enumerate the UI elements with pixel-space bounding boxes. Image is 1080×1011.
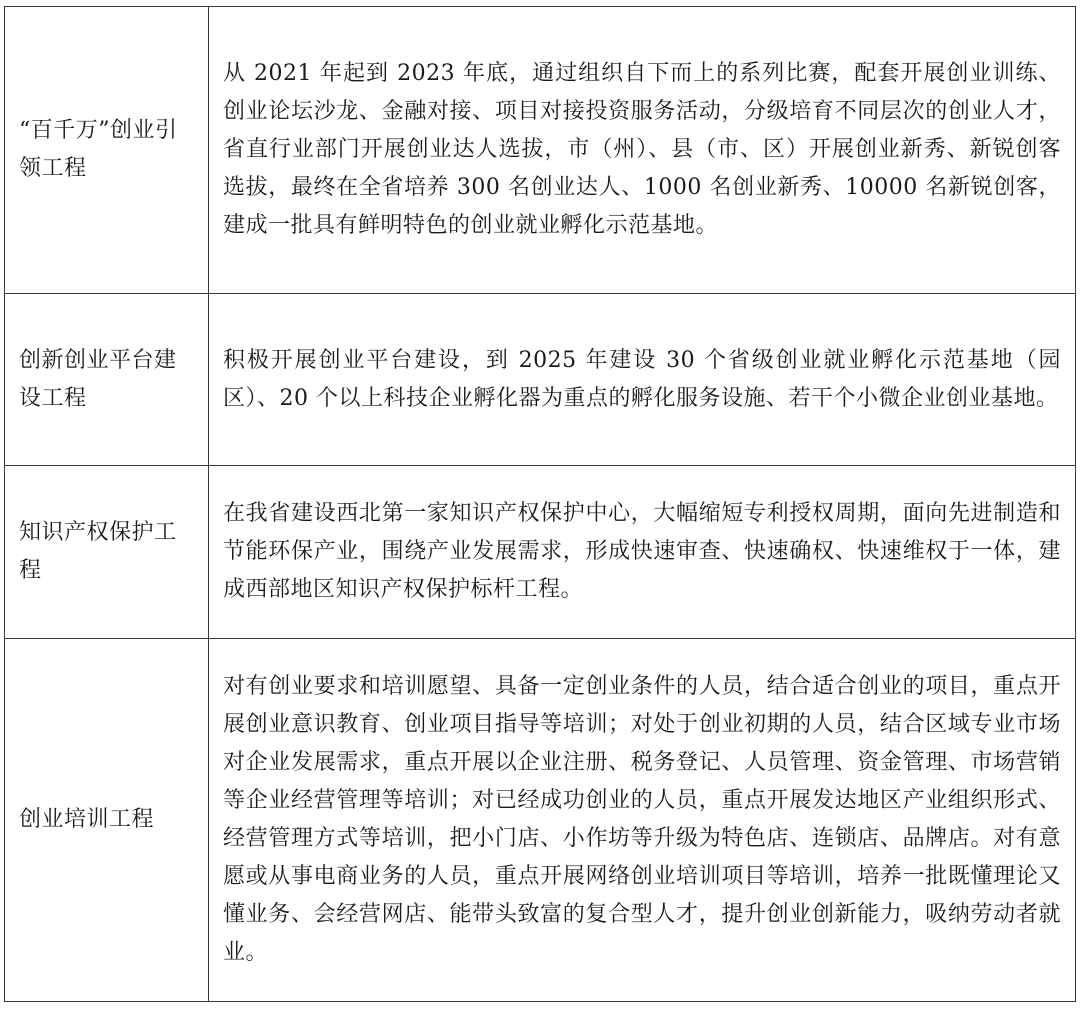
table-row xyxy=(5,466,1076,639)
project-description: 从 2021 年起到 2023 年底，通过组织自下而上的系列比赛，配套开展创业训练、创业论坛沙龙、金融对接、项目对接投资服务活动，分级培育不同层次的创业人才，省直行业部门开展创业达人选拔，市（州）、县（市、区）开展创业新秀、新锐创客选拔，最终在全省培养 300 名创业达人、1000 名创业新秀、10000 名新锐创客，建成一批具有鲜明特色的创业就业孵化示范基地。 xyxy=(209,7,1076,294)
projects-table xyxy=(4,6,1076,1002)
project-name: “百千万”创业引领工程 xyxy=(5,7,209,294)
project-name: 创新创业平台建设工程 xyxy=(5,294,209,466)
table-row xyxy=(5,7,1076,294)
project-description: 积极开展创业平台建设，到 2025 年建设 30 个省级创业就业孵化示范基地（园区）、20 个以上科技企业孵化器为重点的孵化服务设施、若干个小微企业创业基地。 xyxy=(209,294,1076,466)
table-row xyxy=(5,294,1076,466)
project-name: 知识产权保护工程 xyxy=(5,466,209,639)
table-row xyxy=(5,639,1076,1002)
project-description: 对有创业要求和培训愿望、具备一定创业条件的人员，结合适合创业的项目，重点开展创业意识教育、创业项目指导等培训；对处于创业初期的人员，结合区域专业市场对企业发展需求，重点开展以企业注册、税务登记、人员管理、资金管理、市场营销等企业经营管理等培训；对已经成功创业的人员，重点开展发达地区产业组织形式、经营管理方式等培训，把小门店、小作坊等升级为特色店、连锁店、品牌店。对有意愿或从事电商业务的人员，重点开展网络创业培训项目等培训，培养一批既懂理论又懂业务、会经营网店、能带头致富的复合型人才，提升创业创新能力，吸纳劳动者就业。 xyxy=(209,639,1076,1002)
project-description: 在我省建设西北第一家知识产权保护中心，大幅缩短专利授权周期，面向先进制造和节能环保产业，围绕产业发展需求，形成快速审查、快速确权、快速维权于一体，建成西部地区知识产权保护标杆工程。 xyxy=(209,466,1076,639)
project-name: 创业培训工程 xyxy=(5,639,209,1002)
